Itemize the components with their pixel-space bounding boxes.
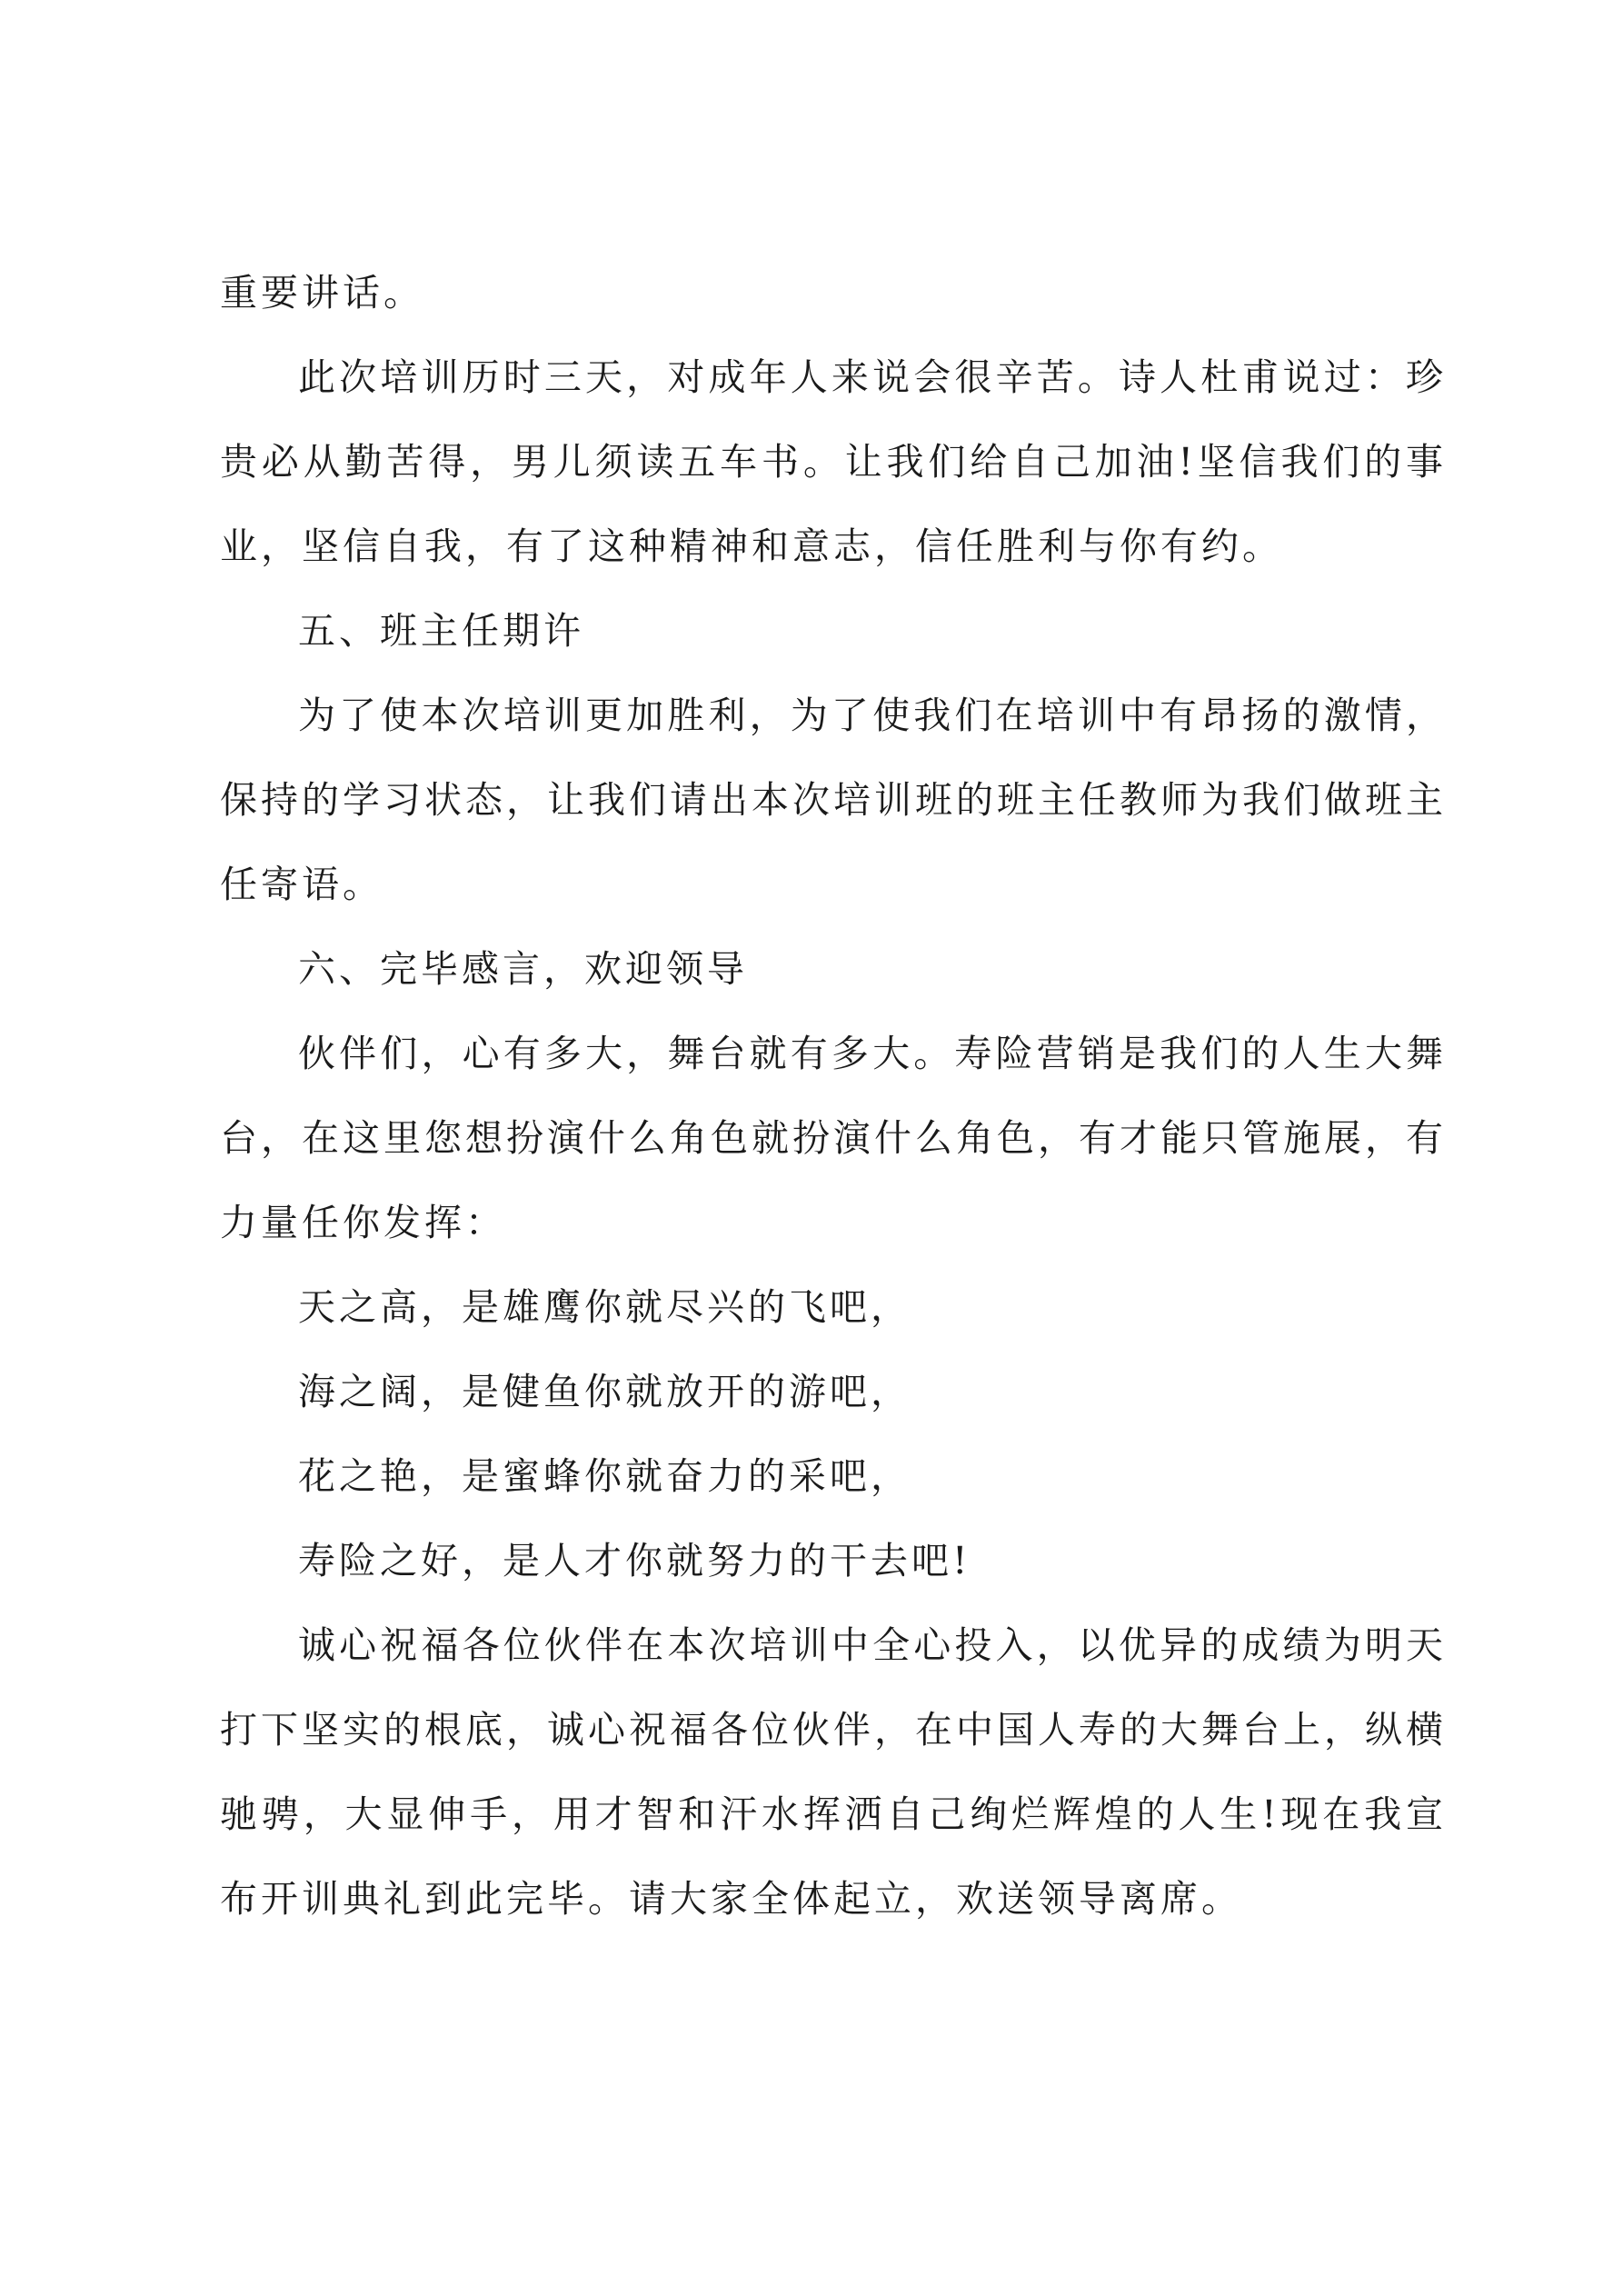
section-heading-teacher-expectations: 五、班主任期许	[298, 609, 584, 653]
paragraph-closing-of-speech: 重要讲话。	[220, 271, 424, 314]
paragraph-stage-metaphor: 伙伴们，心有多大，舞台就有多大。寿险营销是我们的人生大舞台，在这里您想扮演什么角色就扮演什么角色，有才能只管施展，有力量任你发挥：	[220, 1032, 1447, 1244]
paragraph-training-encouragement: 此次培训历时三天，对成年人来说会很辛苦。诗人杜甫说过：珍贵必从勤苦得，男儿须读五车书。让我们给自己加油!坚信我们的事业，坚信自我，有了这种精神和意志，信任胜利与你有约。	[220, 355, 1447, 568]
document-body	[220, 251, 1447, 1942]
section-heading-closing-remarks: 六、完毕感言，欢迎领导	[298, 947, 748, 991]
verse-line-sky: 天之高，是雄鹰你就尽兴的飞吧，	[298, 1285, 911, 1329]
verse-line-sea: 海之阔，是健鱼你就放开的游吧，	[298, 1370, 911, 1413]
paragraph-teacher-message: 为了使本次培训更加胜利，为了使我们在培训中有昂扬的激情，保持的学习状态，让我们请出本次培训班的班主任教师为我们做班主任寄语。	[220, 694, 1447, 906]
verse-line-flower: 花之艳，是蜜蜂你就奋力的采吧，	[298, 1454, 911, 1498]
paragraph-final-blessing: 诚心祝福各位伙伴在本次培训中全心投入，以优异的成绩为明天打下坚实的根底，诚心祝福各位伙伴，在中国人寿的大舞台上，纵横驰骋，大显伸手，用才智和汗水挥洒自己绚烂辉煌的人生!现在我宣布开训典礼到此完毕。请大家全体起立，欢送领导离席。	[220, 1623, 1447, 1921]
verse-line-insurance: 寿险之好，是人才你就努力的干去吧!	[298, 1539, 971, 1582]
